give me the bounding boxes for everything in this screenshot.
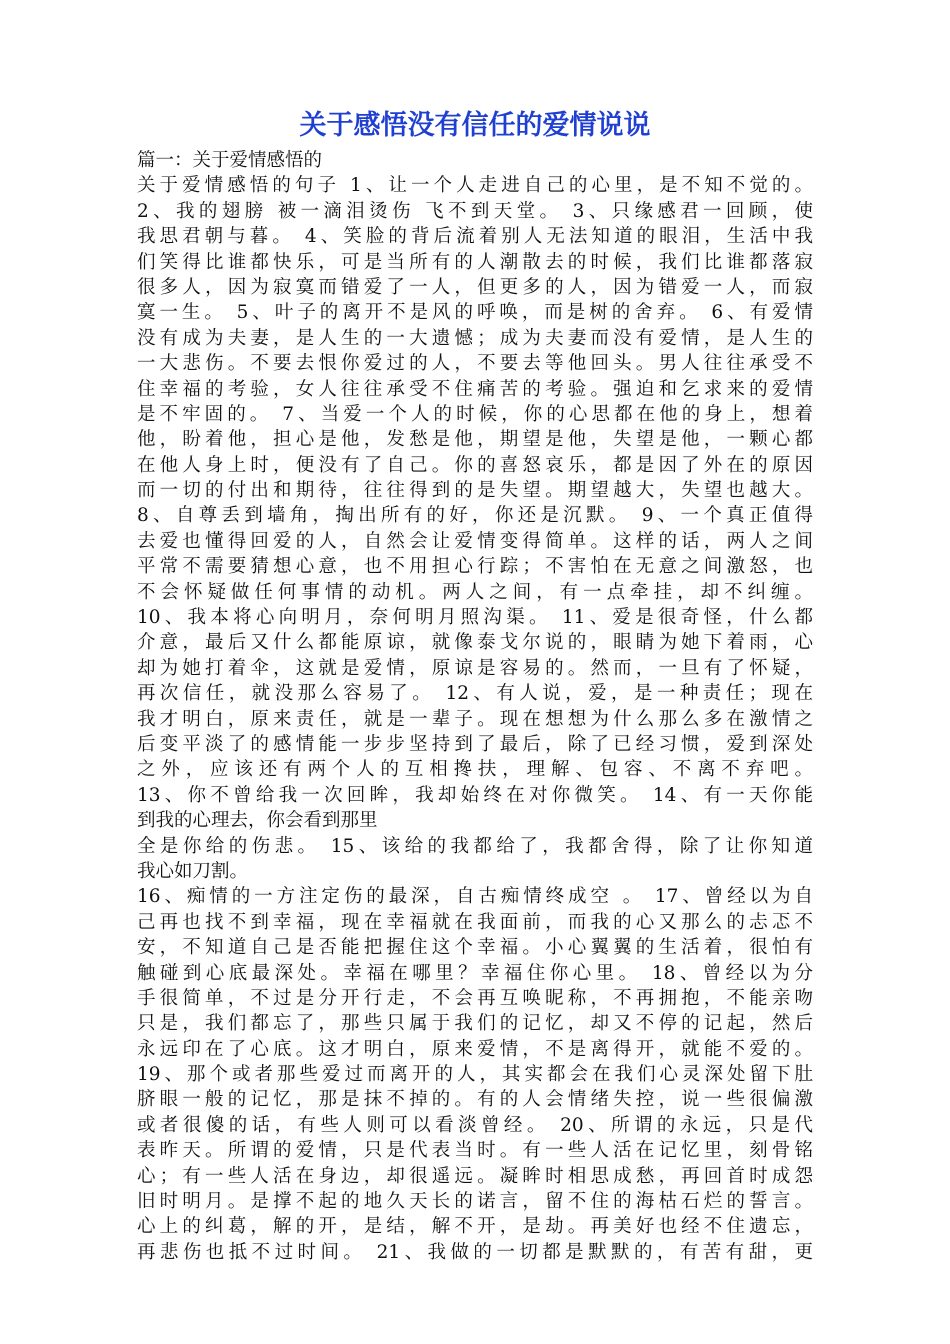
text-line: 去爱也懂得回爱的人，自然会让爱情变得简单。这样的话，两人之间 <box>137 530 813 552</box>
text-line: 13、你不曾给我一次回眸，我却始终在对你微笑。 14、有一天你能 <box>137 784 813 806</box>
text-line: 而一切的付出和期待，往往得到的是失望。期望越大，失望也越大。 <box>137 480 813 502</box>
text-line: 16、痴情的一方注定伤的最深，自古痴情终成空 。 17、曾经以为自 <box>137 886 813 908</box>
document-title: 关于感悟没有信任的爱情说说 <box>299 110 651 141</box>
text-line: 永远印在了心底。这才明白，原来爱情，不是离得开，就能不爱的。 <box>137 1038 813 1060</box>
text-line: 8、自尊丢到墙角，掏出所有的好，你还是沉默。 9、一个真正值得 <box>137 505 813 527</box>
text-line: 10、我本将心向明月，奈何明月照沟渠。 11、爱是很奇怪，什么都 <box>137 607 813 629</box>
text-line: 寞一生。 5、叶子的离开不是风的呼唤，而是树的舍弃。 6、有爱情 <box>137 302 813 324</box>
text-line: 心；有一些人活在身边，却很遥远。凝眸时相思成愁，再回首时成怨 <box>137 1165 813 1187</box>
text-line: 一大悲伤。不要去恨你爱过的人，不要去等他回头。男人往往承受不 <box>137 353 813 375</box>
text-line: 再次信任，就没那么容易了。 12、有人说，爱，是一种责任；现在 <box>137 683 813 705</box>
text-line: 表昨天。所谓的爱情，只是代表当时。有一些人活在记忆里，刻骨铭 <box>137 1140 813 1162</box>
text-line: 却为她打着伞，这就是爱情，原谅是容易的。然而，一旦有了怀疑， <box>137 657 813 679</box>
document-body <box>137 148 813 1265</box>
text-line: 平常不需要猜想心意，也不用担心行踪；不害怕在无意之间激怒，也 <box>137 556 813 578</box>
text-line: 心上的纠葛，解的开，是结，解不开，是劫。再美好也经不住遗忘， <box>137 1216 813 1238</box>
text-line: 是不牢固的。 7、当爱一个人的时候，你的心思都在他的身上，想着 <box>137 403 813 425</box>
text-line: 篇一：关于爱情感悟的 <box>137 150 323 171</box>
text-line: 触碰到心底最深处。幸福在哪里？幸福住你心里。 18、曾经以为分 <box>137 962 813 984</box>
text-line: 手很简单，不过是分开行走，不会再互唤昵称，不再拥抱，不能亲吻 <box>137 987 813 1009</box>
text-line: 或者很傻的话，有些人则可以看淡曾经。 20、所谓的永远，只是代 <box>137 1114 813 1136</box>
text-line: 不会怀疑做任何事情的动机。两人之间，有一点牵挂，却不纠缠。 <box>137 581 813 603</box>
text-line: 再悲伤也抵不过时间。 21、我做的一切都是默默的，有苦有甜，更 <box>137 1241 813 1263</box>
text-line: 之外，应该还有两个人的互相搀扶，理解、包容、不离不弃吧。 <box>137 759 813 781</box>
text-line: 在他人身上时，便没有了自己。你的喜怒哀乐，都是因了外在的原因 <box>137 454 813 476</box>
text-line: 关于爱情感悟的句子 1、让一个人走进自己的心里，是不知不觉的。 <box>137 175 813 197</box>
text-line: 旧时明月。是撑不起的地久天长的诺言，留不住的海枯石烂的誓言。 <box>137 1191 813 1213</box>
text-line: 全是你给的伤悲。 15、该给的我都给了，我都舍得，除了让你知道 <box>137 835 813 857</box>
text-line: 只是，我们都忘了，那些只属于我们的记忆，却又不停的记起，然后 <box>137 1013 813 1035</box>
text-line: 没有成为夫妻，是人生的一大遗憾；成为夫妻而没有爱情，是人生的 <box>137 327 813 349</box>
text-line: 我才明白，原来责任，就是一辈子。现在想想为什么那么多在激情之 <box>137 708 813 730</box>
text-line: 住幸福的考验，女人往往承受不住痛苦的考验。强迫和乞求来的爱情 <box>137 378 813 400</box>
text-line: 19、那个或者那些爱过而离开的人，其实都会在我们心灵深处留下肚 <box>137 1064 813 1086</box>
text-line: 后变平淡了的感情能一步步坚持到了最后，除了已经习惯，爱到深处 <box>137 733 813 755</box>
text-line: 很多人，因为寂寞而错爱了一人，但更多的人，因为错爱一人，而寂 <box>137 276 813 298</box>
text-line: 到我的心理去，你会看到那里 <box>137 810 378 832</box>
text-line: 安，不知道自己是否能把握住这个幸福。小心翼翼的生活着，很怕有 <box>137 937 813 959</box>
text-line: 脐眼一般的记忆，那是抹不掉的。有的人会情绪失控，说一些很偏激 <box>137 1089 813 1111</box>
text-line: 我思君朝与暮。 4、笑脸的背后流着别人无法知道的眼泪，生活中我 <box>137 226 813 248</box>
text-line: 己再也找不到幸福，现在幸福就在我面前，而我的心又那么的忐忑不 <box>137 911 813 933</box>
text-line: 介意，最后又什么都能原谅，就像泰戈尔说的，眼睛为她下着雨，心 <box>137 632 813 654</box>
text-line: 我心如刀割。 <box>137 860 249 882</box>
text-line: 他，盼着他，担心是他，发愁是他，期望是他，失望是他，一颗心都 <box>137 429 813 451</box>
text-line: 2、我的翅膀 被一滴泪烫伤 飞不到天堂。 3、只缘感君一回顾，使 <box>137 200 813 222</box>
text-line: 们笑得比谁都快乐，可是当所有的人潮散去的时候，我们比谁都落寂 <box>137 251 813 273</box>
